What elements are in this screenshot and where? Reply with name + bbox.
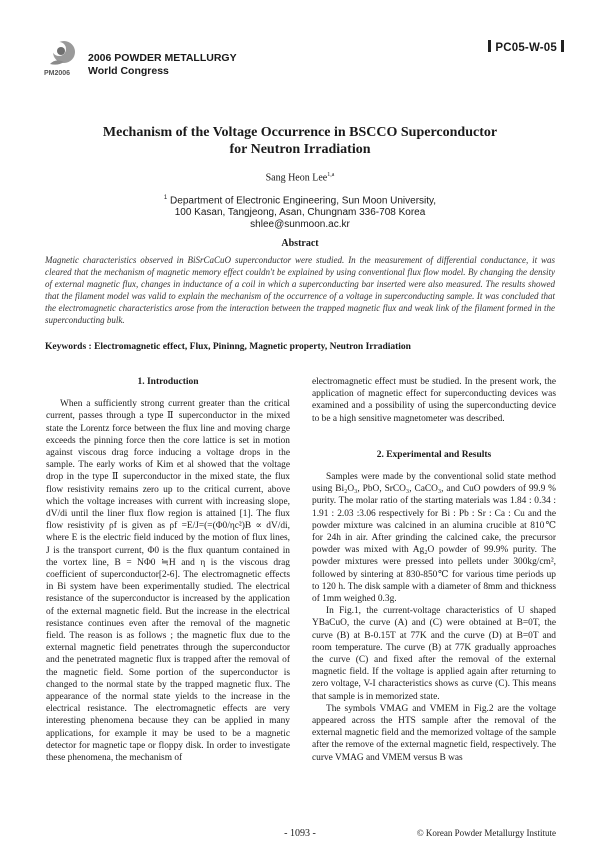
- author: [0, 172, 600, 183]
- conference-logo: [44, 38, 80, 82]
- experimental-paragraph-2: In Fig.1, the current-voltage characteristics of U shaped YBaCuO, the curve (A) and (C) were obtained at B=0T, the curve (B) at B-0.15T at 77K and the curve (D) at B=0T and room temperature. The curve (B) at 77K gradually approaches the curve (C) and fixed after the removal of the external magnetic field. If the voltage is applied again after returning to zero voltage, V-I characteristics shows as curve (C). This means that sample is in memorized state.: [312, 606, 556, 702]
- title-line-2: for Neutron Irradiation: [229, 142, 371, 157]
- author-affil-marker: 1,a: [327, 172, 335, 178]
- affil-marker: 1: [163, 195, 168, 201]
- affil-email: shlee@sunmoon.ac.kr: [250, 219, 350, 231]
- footer-organization: © Korean Powder Metallurgy Institute: [416, 828, 556, 838]
- right-column: [312, 376, 556, 764]
- section-heading-introduction: 1. Introduction: [137, 377, 199, 387]
- paper-title: [0, 124, 600, 158]
- code-bar-right: [561, 40, 564, 52]
- conference-name: [88, 52, 237, 78]
- logo-label: PM2006: [44, 70, 71, 77]
- page-number: - 1093 -: [284, 828, 316, 839]
- experimental-paragraph-1: Samples were made by the conventional solid state method using Bi₂O₃, PbO, SrCO₃, CaCO₃, and CuO powders of 99.9 % purity. The molar ratio of the starting materials was 1.84 : 0.34 : 1.91 : 2.03 :3.06 respectively for Bi : Pb : Sr : Ca : Cu and the powder mixture was calcined in an alumina crucible at 810℃ for 24h in air. After grinding the calcined cake, the precursor powder was mixed with Ag₂O powder of 99.9% purity. The powder mixtures were pressed into pellets under 300kg/cm², followed by sintering at 830-850℃ for various time periods up to 120 h. The disk sample with a diameter of 8mm and thickness of 1mm weighed 0.3g.: [312, 472, 556, 605]
- left-column: [46, 376, 290, 764]
- affiliation: [0, 192, 600, 231]
- abstract-heading: Abstract: [281, 238, 319, 249]
- intro-paragraph: When a sufficiently strong current greater than the critical current, passes through a type Ⅱ superconductor in the mixed state the Lorentz force between the flux line and moving charge exceeds the pinning force then the core lattice is set in motion against viscous drag force inducing a voltage drops in the sample. The early works of Kim et al showed that the voltage drop in the type Ⅱ superconductor in the mixed state, the flux flow resistivity remains zero up to the critical current, above which the voltage increases with current with increasing slope, dV/di until the liner flux flow region is attained [1]. The flux flow resistivity ρf is given as ρf =E/J=(=(Φ0/ηc²)B ∝ dV/di, where E is the electric field induced by the motion of flux lines, J is the transport current, Φ0 is the flux quantum contained in the vortex line, B = NΦ0 ≒H and η is the viscous drag coefficient of superconductor[2-6]. The electromagnetic effects in Bi system have been experimentally studied. The electrical resistance of the superconductor is increased by the application of the external magnetic field. But the increase in the electrical resistance continues even after the removal of the magnetic field. The reason is as follows ; the magnetic flux due to the external magnetic field penetrates through the superconductor and the penetrated magnetic flux is trapped after the removal of the magnetic field. Some portion of the superconductor is changed to the normal state by the trapped magnetic flux. The appearance of the normal state yields to the increase in the electrical resistance. The electromagnetic effects are very interesting phenomena because they can be applied in many applications, for example it may be used to be a magnetic detector for magnetic tape or floppy disk. In order to investigate these phenomena, the mechanism of: [46, 399, 290, 764]
- paper-code-text: PC05-W-05: [495, 42, 557, 54]
- abstract-text: Magnetic characteristics observed in BiSrCaCuO superconductor were studied. In the measurement of differential conductance, it was cleared that the mechanism of magnetic memory effect couldn't be explained by using conventional flux flow model. By changing the density of external magnetic flux, changes in inductance of a coil in which a superconducting bar inserted were also measured. The results showed that the filament model was valid to explain the mechanism of the occurrence of a voltage in superconducting sample. It was concluded that the electromagnetic characteristics arose from the interaction between the trapped magnetic flux and weak link of the filament formed in the superconducting bulk.: [45, 255, 555, 325]
- keywords: Keywords : Electromagnetic effect, Flux, Pininng, Magnetic property, Neutron Irradiation: [45, 342, 411, 352]
- affil-line-1: Department of Electronic Engineering, Sun Moon University,: [170, 195, 437, 207]
- title-line-1: Mechanism of the Voltage Occurrence in BSCCO Superconductor: [102, 125, 498, 140]
- paper-code: [484, 40, 568, 54]
- section-heading-experimental: 2. Experimental and Results: [376, 449, 492, 460]
- intro-paragraph-continued: electromagnetic effect must be studied. In the present work, the application of magnetic effect for superconducting devices was examined and a possibility of using the superconducting device to be a high sensitive magnetometer was described.: [312, 377, 556, 424]
- author-name: Sang Heon Lee: [265, 172, 328, 184]
- affil-line-2: 100 Kasan, Tangjeong, Asan, Chungnam 336-708 Korea: [174, 207, 426, 219]
- experimental-paragraph-3: The symbols VMAG and VMEM in Fig.2 are the voltage appeared across the HTS sample after the removal of the external magnetic field and the memorized voltage of the sample after the remove of the external magnetic field, respectively. The curve VMAG and VMEM versus B was: [312, 703, 556, 763]
- code-bar-left: [488, 40, 491, 52]
- conference-line-1: 2006 POWDER METALLURGY: [88, 52, 237, 64]
- conference-line-2: World Congress: [88, 65, 169, 77]
